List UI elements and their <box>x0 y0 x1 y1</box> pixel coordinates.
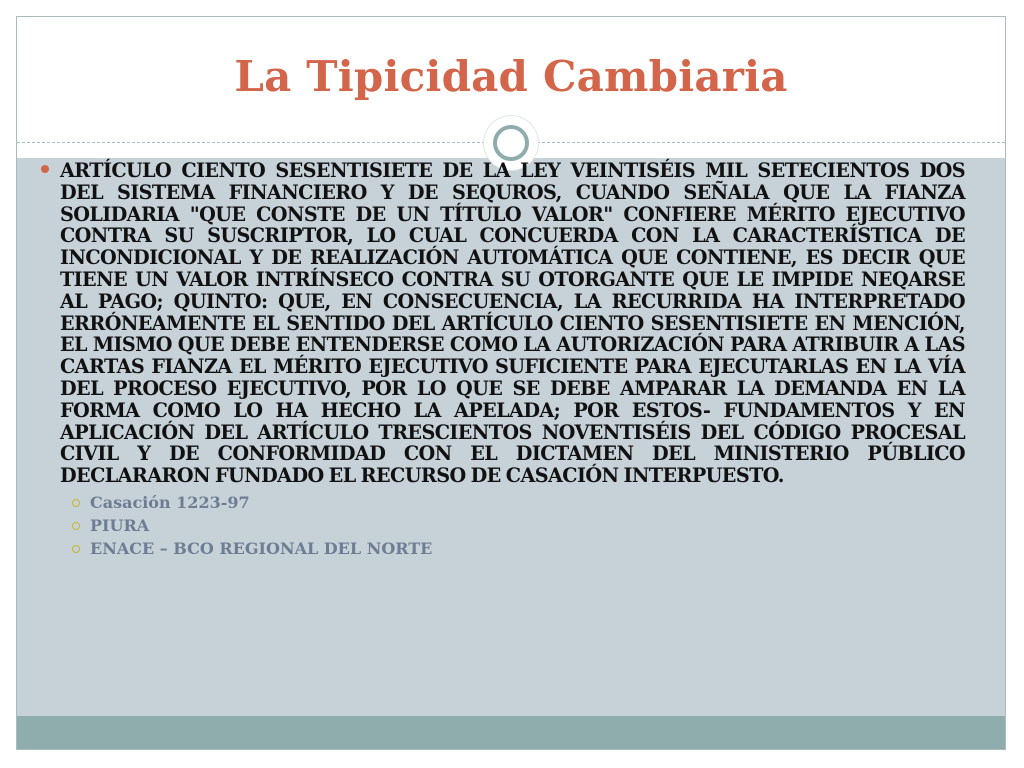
slide-body <box>40 160 965 560</box>
sub-bullet-item <box>70 514 965 537</box>
sub-bullet-text: PIURA <box>90 515 150 535</box>
sub-bullet-item <box>70 537 965 560</box>
sub-bullet-text: ENACE – BCO REGIONAL DEL NORTE <box>90 538 433 558</box>
hollow-circle-bullet-icon <box>72 522 80 530</box>
bullet-dot-icon <box>41 165 49 173</box>
sub-bullet-text: Casación 1223-97 <box>90 492 250 512</box>
hollow-circle-bullet-icon <box>72 545 80 553</box>
sub-bullet-item <box>70 491 965 514</box>
ring-inner-circle <box>493 125 529 161</box>
main-bullet-text: ARTÍCULO CIENTO SESENTISIETE DE LA LEY VEINTISÉIS MIL SETECIENTOS DOS DEL SISTEMA FINANCIERO Y DE SEQUROS, CUANDO SEÑALA QUE LA FIANZA SOLIDARIA "QUE CONSTE DE UN TÍTULO VALOR" CONFIERE MÉRITO EJECUTIVO CONTRA SU SUSCRIPTOR, LO CUAL CONCUERDA CON LA CARACTERÍSTICA DE INCONDICIONAL Y DE REALIZACIÓN AUTOMÁTICA QUE CONTIENE, ES DECIR QUE TIENE UN VALOR INTRÍNSECO CONTRA SU OTORGANTE QUE LE IMPIDE NEQARSE AL PAGO; QUINTO: QUE, EN CONSECUENCIA, LA RECURRIDA HA INTERPRETADO ERRÓNEAMENTE EL SENTIDO DEL ARTÍCULO CIENTO SESENTISIETE EN MENCIÓN, EL MISMO QUE DEBE ENTENDERSE COMO LA AUTORIZACIÓN PARA ATRIBUIR A LAS CARTAS FIANZA EL MÉRITO EJECUTIVO SUFICIENTE PARA EJECUTARLAS EN LA VÍA DEL PROCESO EJECUTIVO, POR LO QUE SE DEBE AMPARAR LA DEMANDA EN LA FORMA COMO LO HA HECHO LA APELADA; POR ESTOS- FUNDAMENTOS Y EN APLICACIÓN DEL ARTÍCULO TRESCIENTOS NOVENTISÉIS DEL CÓDIGO PROCESAL CIVIL Y DE CONFORMIDAD CON EL DICTAMEN DEL MINISTERIO PÚBLICO DECLARARON FUNDADO EL RECURSO DE CASACIÓN INTERPUESTO. <box>60 159 965 488</box>
footer-band <box>17 716 1005 750</box>
main-bullet-item <box>40 160 965 487</box>
hollow-circle-bullet-icon <box>72 499 80 507</box>
sub-bullet-list <box>40 491 965 560</box>
slide-title: La Tipicidad Cambiaria <box>234 52 788 101</box>
